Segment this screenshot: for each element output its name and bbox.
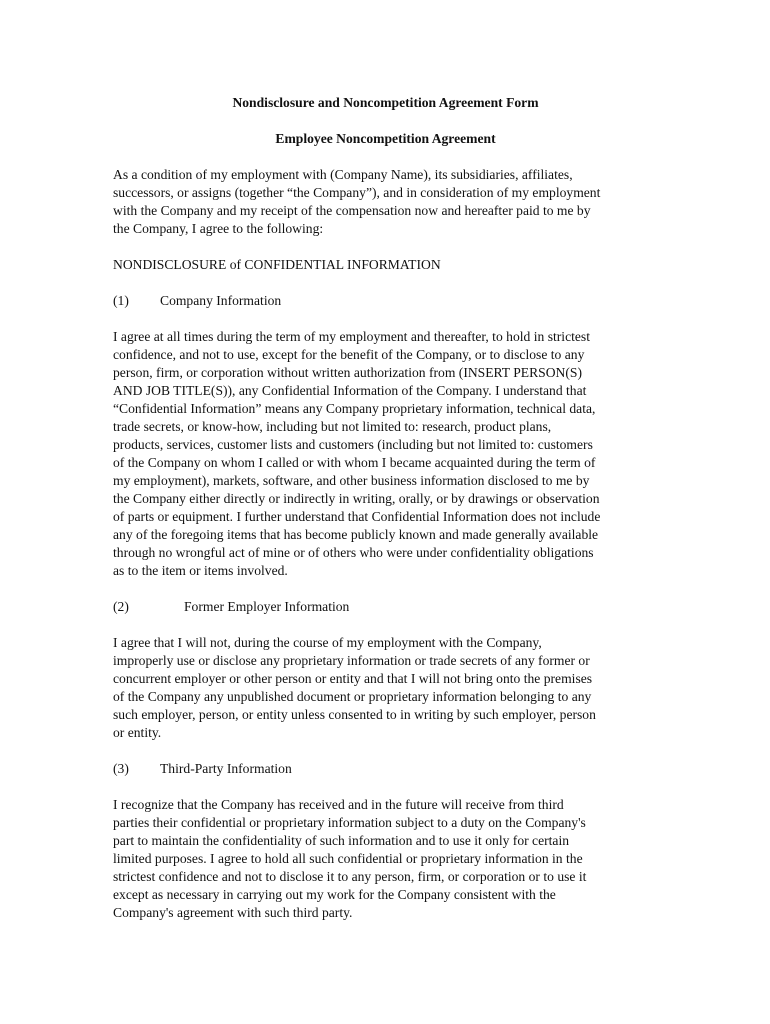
- section-title: Former Employer Information: [184, 599, 350, 614]
- section-3-heading: [113, 760, 658, 778]
- paragraph-line: I agree that I will not, during the course of my employment with the Company,: [113, 635, 542, 650]
- section-number: (1): [113, 293, 129, 308]
- paragraph-line: of the Company any unpublished document or proprietary information belonging to any: [113, 689, 592, 704]
- section-number: (3): [113, 761, 129, 776]
- paragraph-line: the Company either directly or indirectly in writing, orally, or by drawings or observation: [113, 491, 600, 506]
- intro-line: As a condition of my employment with (Company Name), its subsidiaries, affiliates,: [113, 167, 573, 182]
- paragraph-line: parties their confidential or proprietary information subject to a duty on the Company's: [113, 815, 586, 830]
- intro-line: with the Company and my receipt of the compensation now and hereafter paid to me by: [113, 203, 591, 218]
- paragraph-line: person, firm, or corporation without written authorization from (INSERT PERSON(S): [113, 365, 582, 380]
- paragraph-line: through no wrongful act of mine or of others who were under confidentiality obligations: [113, 545, 594, 560]
- paragraph-line: trade secrets, or know-how, including but not limited to: research, product plans,: [113, 419, 552, 434]
- paragraph-line: part to maintain the confidentiality of such information and to use it only for certain: [113, 833, 570, 848]
- paragraph-line: or entity.: [113, 725, 162, 740]
- paragraph-line: concurrent employer or other person or entity and that I will not bring onto the premises: [113, 671, 593, 686]
- section-2-paragraph: [113, 634, 658, 742]
- section-1-heading: [113, 292, 658, 310]
- section-3-paragraph: [113, 796, 658, 922]
- intro-paragraph: [113, 166, 658, 238]
- paragraph-line: limited purposes. I agree to hold all such confidential or proprietary information in the: [113, 851, 583, 866]
- intro-line: successors, or assigns (together “the Company”), and in consideration of my employment: [113, 185, 601, 200]
- paragraph-line: Company's agreement with such third party.: [113, 905, 353, 920]
- paragraph-line: any of the foregoing items that has become publicly known and made generally available: [113, 527, 599, 542]
- paragraph-line: as to the item or items involved.: [113, 563, 288, 578]
- section-2-heading: [113, 598, 658, 616]
- paragraph-line: I recognize that the Company has received and in the future will receive from third: [113, 797, 564, 812]
- paragraph-line: strictest confidence and not to disclose it to any person, firm, or corporation or to use it: [113, 869, 587, 884]
- section-number: (2): [113, 599, 129, 614]
- section-heading: NONDISCLOSURE of CONFIDENTIAL INFORMATION: [113, 257, 441, 272]
- paragraph-line: products, services, customer lists and customers (including but not limited to: customers: [113, 437, 593, 452]
- paragraph-line: of parts or equipment. I further understand that Confidential Information does not include: [113, 509, 601, 524]
- paragraph-line: except as necessary in carrying out my work for the Company consistent with the: [113, 887, 556, 902]
- paragraph-line: improperly use or disclose any proprietary information or trade secrets of any former or: [113, 653, 590, 668]
- document-subtitle: Employee Noncompetition Agreement: [275, 131, 496, 146]
- paragraph-line: I agree at all times during the term of my employment and thereafter, to hold in strictest: [113, 329, 590, 344]
- paragraph-line: AND JOB TITLE(S)), any Confidential Information of the Company. I understand that: [113, 383, 587, 398]
- document-page: [113, 94, 658, 940]
- section-title: Third-Party Information: [160, 761, 292, 776]
- paragraph-line: confidence, and not to use, except for the benefit of the Company, or to disclose to any: [113, 347, 585, 362]
- intro-line: the Company, I agree to the following:: [113, 221, 324, 236]
- section-1-paragraph: [113, 328, 658, 580]
- paragraph-line: “Confidential Information” means any Company proprietary information, technical data,: [113, 401, 596, 416]
- document-title: Nondisclosure and Noncompetition Agreement Form: [232, 95, 539, 110]
- paragraph-line: of the Company on whom I called or with whom I became acquainted during the term of: [113, 455, 596, 470]
- paragraph-line: such employer, person, or entity unless consented to in writing by such employer, person: [113, 707, 596, 722]
- paragraph-line: my employment), markets, software, and other business information disclosed to me by: [113, 473, 590, 488]
- section-title: Company Information: [160, 293, 282, 308]
